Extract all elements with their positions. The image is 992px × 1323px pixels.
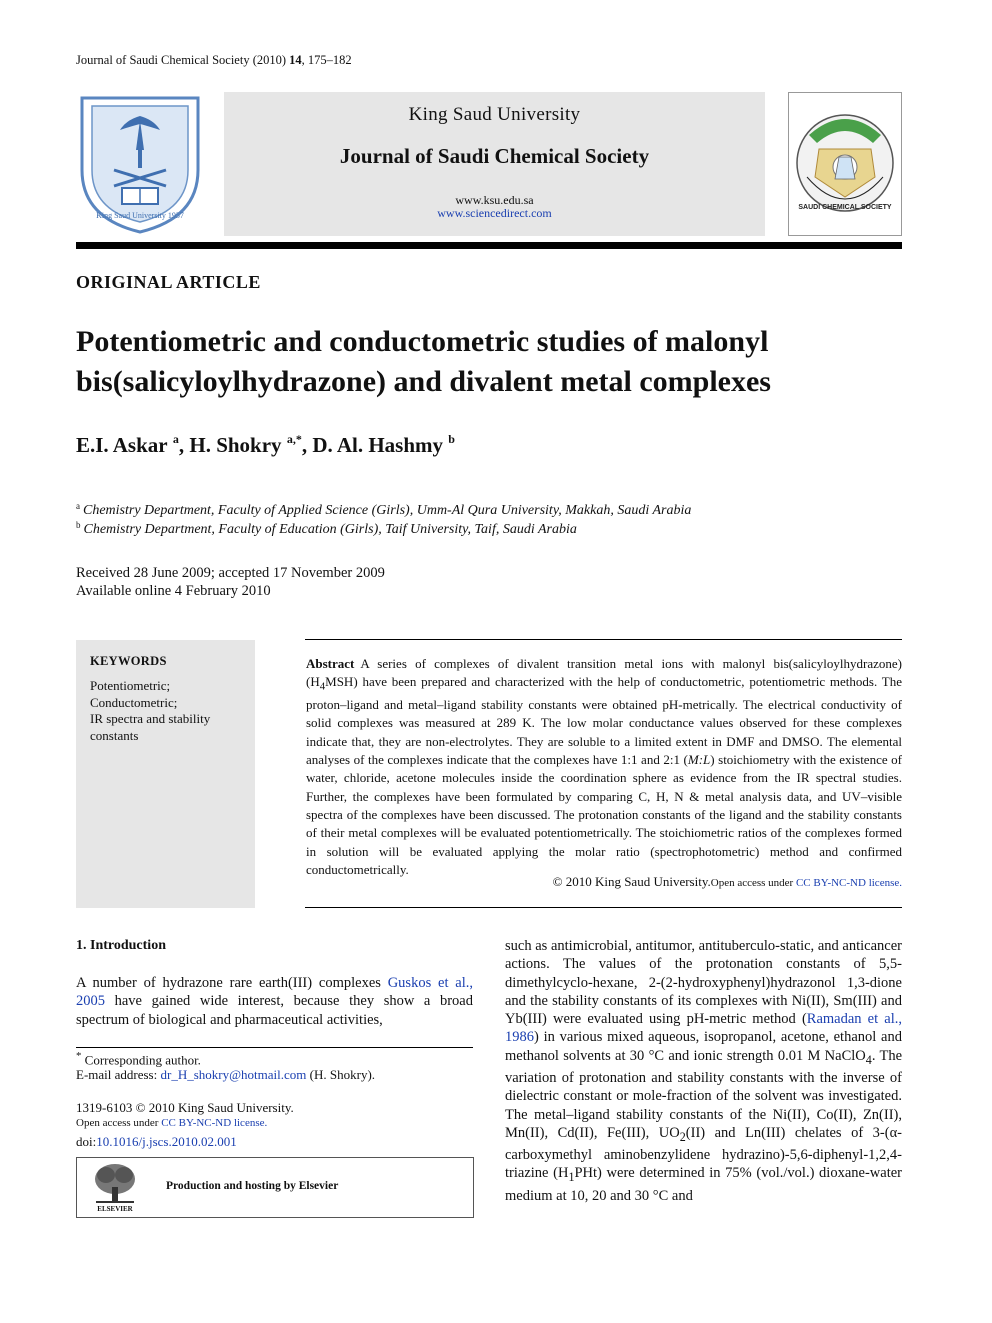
abstract-part: A series of complexes of divalent transition metal ions with malonyl bis(salicyloylhydrazone) (H bbox=[306, 656, 902, 690]
author-affiliation-mark[interactable]: a bbox=[172, 432, 179, 446]
issn-note: 1319-6103 © 2010 King Saud University. bbox=[76, 1100, 294, 1115]
keyword-item: Conductometric; bbox=[90, 694, 178, 710]
running-head-journal: Journal of Saudi Chemical Society (2010) bbox=[76, 53, 287, 67]
elsevier-tree-icon bbox=[90, 1161, 140, 1213]
license-link[interactable]: CC BY-NC-ND license. bbox=[161, 1117, 268, 1129]
subscript: 4 bbox=[865, 1052, 872, 1067]
affiliation-label: b bbox=[76, 520, 81, 530]
corresponding-author-note bbox=[76, 1050, 201, 1068]
keywords-list bbox=[90, 678, 250, 744]
journal-name: Journal of Saudi Chemical Society bbox=[339, 144, 650, 168]
author-name: H. Shokry bbox=[189, 433, 282, 457]
author-separator: , bbox=[301, 433, 313, 457]
citation-link[interactable]: Ramadan et al., 1986 bbox=[505, 1011, 903, 1046]
sciencedirect-url[interactable]: www.sciencedirect.com bbox=[437, 206, 552, 220]
elsevier-production-note: Production and hosting by Elsevier bbox=[166, 1180, 339, 1192]
section-heading-introduction: 1. Introduction bbox=[76, 938, 166, 953]
title-line-2: bis(salicyloylhydrazone) and divalent metal complexes bbox=[76, 365, 771, 398]
received-date: Received 28 June 2009; accepted 17 November 2009 bbox=[76, 565, 385, 581]
email-note bbox=[76, 1067, 375, 1083]
affiliation-text: Chemistry Department, Faculty of Education (Girls), Taif University, Taif, Saudi Arabia bbox=[83, 522, 577, 537]
scs-logo-caption: SAUDI CHEMICAL SOCIETY bbox=[798, 204, 892, 211]
abstract-text bbox=[306, 655, 902, 879]
abstract-top-rule bbox=[305, 639, 902, 640]
keywords-title: KEYWORDS bbox=[90, 654, 167, 668]
copyright-text: © 2010 King Saud University. bbox=[552, 874, 711, 889]
email-suffix: (H. Shokry). bbox=[306, 1067, 376, 1082]
affiliation-a bbox=[76, 501, 691, 519]
email-label: E-mail address: bbox=[76, 1067, 161, 1082]
author-name: D. Al. Hashmy bbox=[312, 433, 443, 457]
running-head-pages: , 175–182 bbox=[301, 53, 352, 67]
intro-right-paragraph bbox=[505, 937, 902, 1205]
affiliation-label: a bbox=[76, 501, 80, 511]
doi-note bbox=[76, 1134, 237, 1150]
ksu-url[interactable]: www.ksu.edu.sa bbox=[455, 193, 534, 207]
affiliation-b bbox=[76, 520, 577, 538]
footnote-mark: * bbox=[76, 1050, 82, 1062]
abstract-bottom-rule bbox=[305, 907, 902, 908]
author-list bbox=[76, 432, 455, 458]
abstract-part: MSH) have been prepared and characterized with the help of conductometric, potentiometric methods. The proton–ligand and metal–ligand stability constants were obtained pH-metrically. The electrical conductivity of solid complexes was measured at 289 K. The low molar conductance values observed for these complexes indicate that, they are non-electrolytes. They are soluble to a limited extent in DMF and DMSO. The elemental analyses of the complexes indicate that the complexes have 1:1 and 2:1 ( bbox=[306, 674, 902, 768]
article-title bbox=[76, 322, 876, 402]
ksu-logo-caption: King Saud University 1957 bbox=[96, 211, 184, 220]
abstract-part: ) stoichiometry with the existence of water, chloride, acetone molecules inside the coordination sphere as evidence from the IR spectral studies. Further, the complexes have been formulated by comparing C, H, N & metal analysis data, and UV–visible spectra of the complexes have been discussed. The protonation constants of the ligand and the stability constants of their metal complexes will be evaluated potentiometrically. The stoichiometric ratios of the complexes formed in solution will be evaluated applying the molar ratio (spectrophotometric) method and confirmed conductometrically. bbox=[306, 752, 902, 877]
author-separator: , bbox=[178, 433, 190, 457]
subscript: 1 bbox=[568, 1170, 575, 1185]
paragraph-part: (II) and Ln(III) chelates of 3-(α-carboxymethyl aminobenzylidene hydrazino)-5,6-diphenyl-1,2,4-triazine (H bbox=[505, 1124, 903, 1182]
saudi-chemical-society-logo bbox=[788, 92, 902, 236]
open-access-note bbox=[76, 1117, 267, 1129]
university-name: King Saud University bbox=[408, 104, 581, 125]
keyword-item: IR spectra and stability constants bbox=[90, 711, 211, 743]
open-access-prefix: Open access under bbox=[710, 877, 796, 889]
author-affiliation-mark[interactable]: a,* bbox=[286, 432, 302, 446]
footnote-text: Corresponding author. bbox=[84, 1052, 201, 1068]
footnote-rule bbox=[76, 1047, 473, 1048]
subscript: 2 bbox=[679, 1129, 686, 1144]
running-head-volume: 14 bbox=[289, 53, 302, 67]
article-type: ORIGINAL ARTICLE bbox=[76, 272, 261, 292]
abstract-subscript: 4 bbox=[319, 680, 326, 693]
intro-left-paragraph bbox=[76, 974, 473, 1029]
citation-link[interactable]: Guskos et al., 2005 bbox=[76, 975, 473, 1010]
abstract-ratio: M:L bbox=[687, 752, 711, 768]
paragraph-part: A number of hydrazone rare earth(III) complexes bbox=[76, 975, 388, 991]
elsevier-logo-caption: ELSEVIER bbox=[97, 1205, 133, 1213]
running-head bbox=[76, 53, 352, 68]
doi-link[interactable]: 10.1016/j.jscs.2010.02.001 bbox=[96, 1134, 237, 1149]
doi-label: doi: bbox=[76, 1134, 97, 1149]
affiliation-text: Chemistry Department, Faculty of Applied Science (Girls), Umm-Al Qura University, Makkah, Saudi Arabia bbox=[83, 503, 692, 518]
license-link[interactable]: CC BY-NC-ND license. bbox=[795, 877, 902, 889]
paragraph-part: such as antimicrobial, antitumor, antituberculo-static, and anticancer actions. The values of the protonation constants of 5,5-dimethylcyclo-hexane, 2-(2-hydroxyphenyl)hydrazonol 1,3-dione and the stability constants of its complexes with Ni(II), Sm(III) and Yb(III) were evaluated using pH-metric method ( bbox=[505, 938, 902, 1028]
abstract-copyright bbox=[306, 874, 902, 890]
keyword-item: Potentiometric; bbox=[90, 678, 171, 693]
available-online-date: Available online 4 February 2010 bbox=[76, 583, 271, 599]
author-name: E.I. Askar bbox=[76, 433, 168, 457]
title-line-1: Potentiometric and conductometric studies of malonyl bbox=[76, 325, 769, 358]
paragraph-part: PHt) were determined in 75% (vol./vol.) dioxane-water medium at 10, 20 and 30 °C and bbox=[505, 1165, 902, 1204]
paragraph-part: . The variation of protonation and stability constants with the inverse of dielectric constant or mole-fraction of the solvent was investigated. The metal–ligand stability constants of the Ni(II), Co(II), Zn(II), Mn(II), Cd(II), Fe(III), UO bbox=[505, 1047, 903, 1141]
open-access-prefix: Open access under bbox=[76, 1117, 162, 1129]
ksu-logo bbox=[76, 90, 204, 236]
email-link[interactable]: dr_H_shokry@hotmail.com bbox=[160, 1067, 307, 1082]
paragraph-part: ) in various mixed aqueous, isopropanol, acetone, ethanol and methanol solvents at 30 °C and ionic strength 0.01 M NaClO bbox=[505, 1029, 902, 1064]
abstract-label: Abstract bbox=[306, 656, 355, 671]
paragraph-part: have gained wide interest, because they show a broad spectrum of biological and pharmaceutical activities, bbox=[76, 993, 473, 1028]
header-rule bbox=[76, 242, 902, 249]
author-affiliation-mark[interactable]: b bbox=[448, 432, 455, 446]
